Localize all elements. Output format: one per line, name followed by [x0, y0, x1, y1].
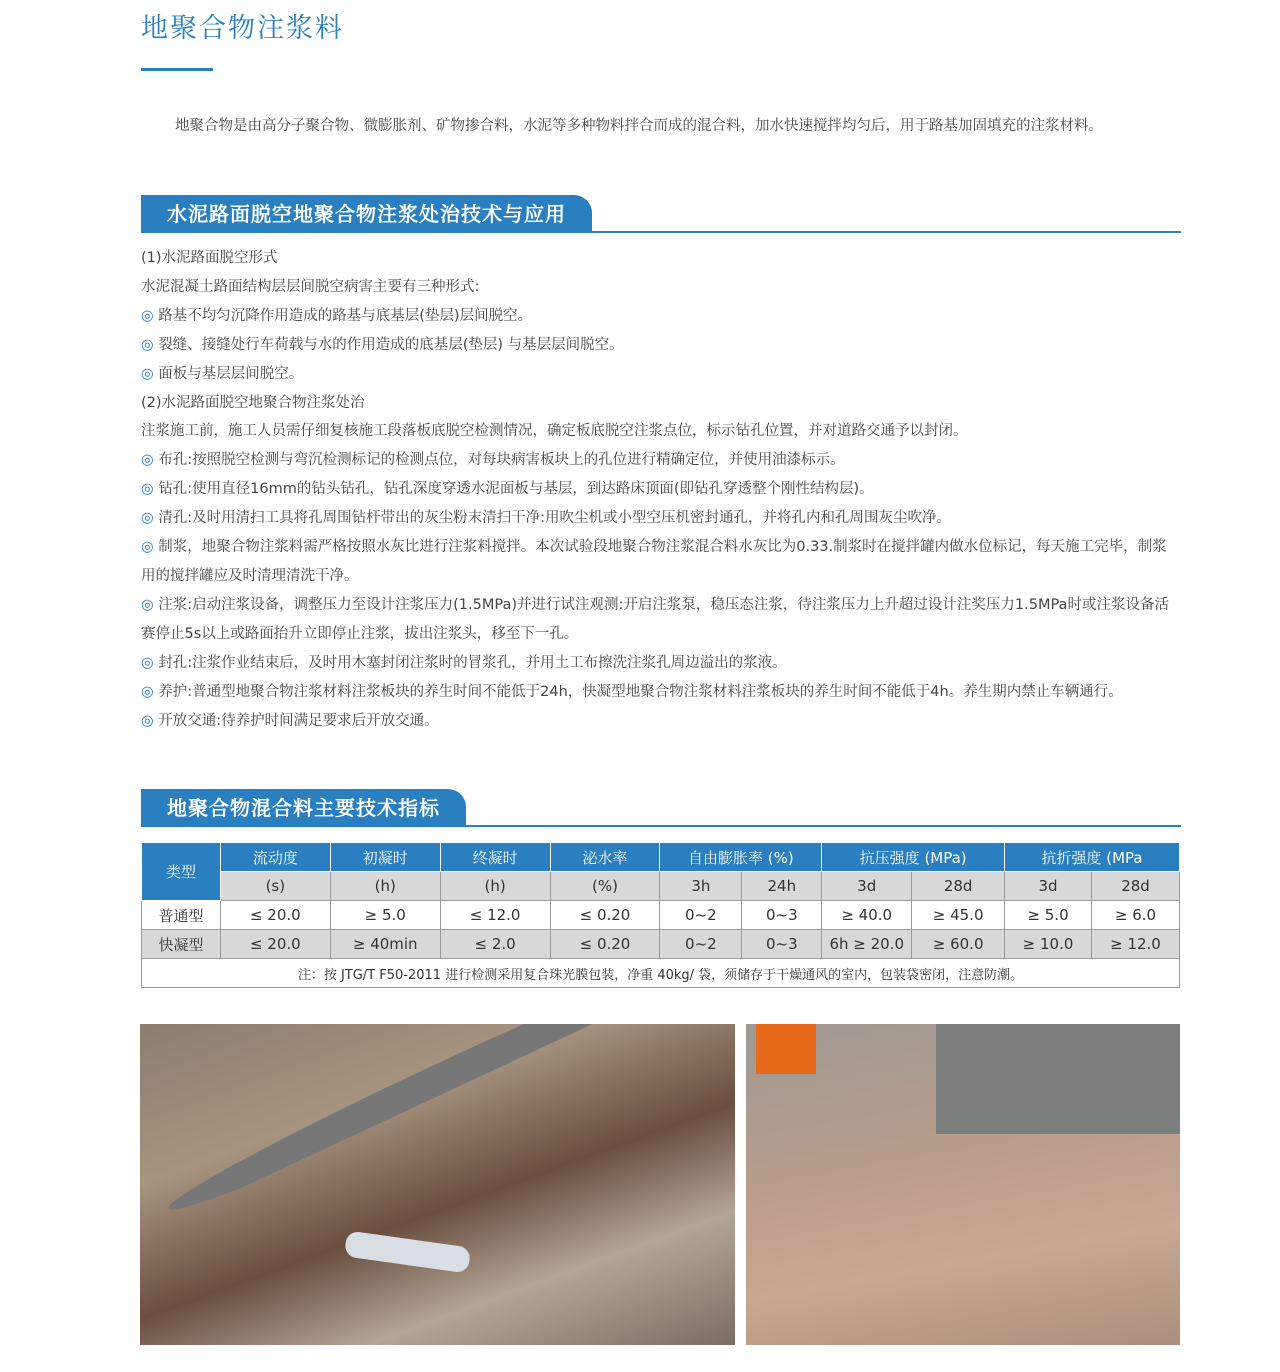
line-text: 布孔:按照脱空检测与弯沉检测标记的检测点位，对每块病害板块上的孔位进行精确定位，并使用油漆标示。 — [158, 452, 845, 469]
line-text: 路基不均匀沉降作用造成的路基与底基层(垫层)层间脱空。 — [158, 307, 533, 324]
table-cell: 抗折强度 (MPa — [1005, 843, 1180, 872]
line-text: 封孔:注浆作业结束后，及时用木塞封闭注浆时的冒浆孔，并用土工布擦洗注浆孔周边溢出的浆液。 — [158, 654, 787, 671]
body-line — [141, 331, 1181, 360]
table-cell: 流动度 — [220, 843, 330, 872]
table-cell: ≥ 10.0 — [1005, 930, 1092, 959]
table-cell: 28d — [1091, 872, 1179, 901]
table-cell: ≤ 2.0 — [440, 930, 550, 959]
spec-table — [141, 842, 1180, 988]
body-line — [141, 273, 1181, 302]
table-cell: ≥ 40min — [330, 930, 440, 959]
table-cell: 自由膨胀率 (%) — [660, 843, 822, 872]
line-text: 开放交通:待养护时间满足要求后开放交通。 — [158, 712, 439, 729]
line-text: (1)水泥路面脱空形式 — [141, 250, 278, 266]
body-line — [141, 475, 1181, 504]
grouting-photo-site — [746, 1024, 1180, 1345]
bullet-icon: ◎ — [141, 712, 159, 729]
worker-vest — [756, 1024, 816, 1074]
table-cell: (h) — [330, 872, 440, 901]
body-line — [141, 389, 1181, 418]
table-cell: (%) — [550, 872, 660, 901]
table-cell: (s) — [220, 872, 330, 901]
table-cell: ≥ 40.0 — [822, 901, 912, 930]
table-cell: 普通型 — [142, 901, 221, 930]
table-note: 注：按 JTG/T F50-2011 进行检测采用复合珠光膜包装，净重 40kg/ 袋，须储存于干燥通风的室内，包装袋密闭，注意防潮。 — [142, 959, 1180, 988]
table-cell: 0~3 — [742, 901, 822, 930]
table-cell: ≥ 5.0 — [330, 901, 440, 930]
machine-shape — [936, 1024, 1180, 1134]
line-text: 水泥混凝土路面结构层层间脱空病害主要有三种形式: — [141, 278, 480, 295]
body-line — [141, 649, 1181, 678]
bullet-icon: ◎ — [141, 683, 159, 700]
table-cell: 0~2 — [660, 930, 742, 959]
section-body — [141, 244, 1181, 735]
table-cell: ≤ 0.20 — [550, 930, 660, 959]
body-line — [141, 591, 1181, 649]
table-cell: 0~2 — [660, 901, 742, 930]
bullet-icon: ◎ — [141, 654, 159, 671]
table-cell: ≥ 60.0 — [912, 930, 1005, 959]
body-line — [141, 244, 1181, 273]
body-line — [141, 707, 1181, 736]
page-title: 地聚合物注浆料 — [141, 13, 344, 44]
table-cell: ≥ 6.0 — [1091, 901, 1179, 930]
table-cell: ≤ 20.0 — [220, 901, 330, 930]
table-cell: 抗压强度 (MPa) — [822, 843, 1005, 872]
body-line — [141, 678, 1181, 707]
grouting-photo-hose — [140, 1024, 735, 1345]
table-cell: 3d — [822, 872, 912, 901]
table-cell: 类型 — [142, 843, 221, 901]
bullet-icon: ◎ — [141, 481, 159, 498]
intro-paragraph: 地聚合物是由高分子聚合物、微膨胀剂、矿物掺合料，水泥等多种物料拌合而成的混合料，加水快速搅拌均匀后，用于路基加固填充的注浆材料。 — [175, 118, 1103, 134]
bullet-icon: ◎ — [141, 307, 159, 324]
body-line — [141, 360, 1181, 389]
body-line — [141, 533, 1181, 591]
bullet-icon: ◎ — [141, 539, 159, 556]
table-cell: 3h — [660, 872, 742, 901]
body-line — [141, 446, 1181, 475]
table-cell: 0~3 — [742, 930, 822, 959]
line-text: 注浆:启动注浆设备，调整压力至设计注浆压力(1.5MPa)并进行试注观测:开启注浆泵，稳压态注浆，待注浆压力上升超过设计注奖压力1.5MPa时或注浆设备活赛停止5s以上或路面抬升立即停止注浆，拔出注浆头，移至下一孔。 — [141, 596, 1169, 642]
bullet-icon: ◎ — [141, 452, 159, 469]
table-cell: 终凝时 — [440, 843, 550, 872]
section-title: 水泥路面脱空地聚合物注浆处治技术与应用 — [141, 195, 592, 233]
table-cell: 24h — [742, 872, 822, 901]
bullet-icon: ◎ — [141, 596, 159, 613]
table-cell: ≤ 0.20 — [550, 901, 660, 930]
section-header-1 — [141, 195, 1181, 233]
table-cell: (h) — [440, 872, 550, 901]
section-header-2 — [141, 789, 1181, 827]
line-text: (2)水泥路面脱空地聚合物注浆处治 — [141, 394, 365, 411]
table-cell: ≥ 45.0 — [912, 901, 1005, 930]
line-text: 制浆，地聚合物注浆料需严格按照水灰比进行注浆料搅拌。本次试验段地聚合物注浆混合料水灰比为0.33.制浆时在搅拌罐内做水位标记，每天施工完毕，制浆用的搅拌罐应及时清理清洗干净。 — [141, 539, 1167, 584]
body-line — [141, 417, 1181, 446]
hose-shape — [161, 1024, 720, 1225]
line-text: 钻孔:使用直径16mm的钻头钻孔，钻孔深度穿透水泥面板与基层，到达路床顶面(即钻孔穿透整个刚性结构层)。 — [158, 481, 874, 498]
table-cell: 28d — [912, 872, 1005, 901]
table-cell: ≥ 5.0 — [1005, 901, 1092, 930]
bullet-icon: ◎ — [141, 365, 159, 382]
table-cell: 3d — [1005, 872, 1092, 901]
table-cell: ≥ 12.0 — [1091, 930, 1179, 959]
bullet-icon: ◎ — [141, 510, 159, 527]
bullet-icon: ◎ — [141, 336, 159, 353]
table-cell: 初凝时 — [330, 843, 440, 872]
table-cell: ≤ 20.0 — [220, 930, 330, 959]
body-line — [141, 504, 1181, 533]
line-text: 养护:普通型地聚合物注浆材料注浆板块的养生时间不能低于24h，快凝型地聚合物注浆材料注浆板块的养生时间不能低于4h。养生期内禁止车辆通行。 — [158, 683, 1123, 700]
line-text: 面板与基层层间脱空。 — [158, 365, 304, 382]
table-cell: 快凝型 — [142, 930, 221, 959]
line-text: 清孔:及时用清扫工具将孔周围钻杆带出的灰尘粉末清扫干净:用吹尘机或小型空压机密封通孔，并将孔内和孔周围灰尘吹净。 — [158, 510, 952, 527]
pipe-shape — [344, 1230, 471, 1273]
table-cell: 6h ≥ 20.0 — [822, 930, 912, 959]
line-text: 注浆施工前，施工人员需仔细复核施工段落板底脱空检测情况，确定板底脱空注浆点位，标示钻孔位置，并对道路交通予以封闭。 — [141, 423, 968, 440]
title-underline — [141, 68, 213, 71]
section-title: 地聚合物混合料主要技术指标 — [141, 789, 466, 827]
table-cell: 泌水率 — [550, 843, 660, 872]
table-cell: ≤ 12.0 — [440, 901, 550, 930]
body-line — [141, 302, 1181, 331]
line-text: 裂缝、接缝处行车荷载与水的作用造成的底基层(垫层) 与基层层间脱空。 — [158, 336, 624, 353]
